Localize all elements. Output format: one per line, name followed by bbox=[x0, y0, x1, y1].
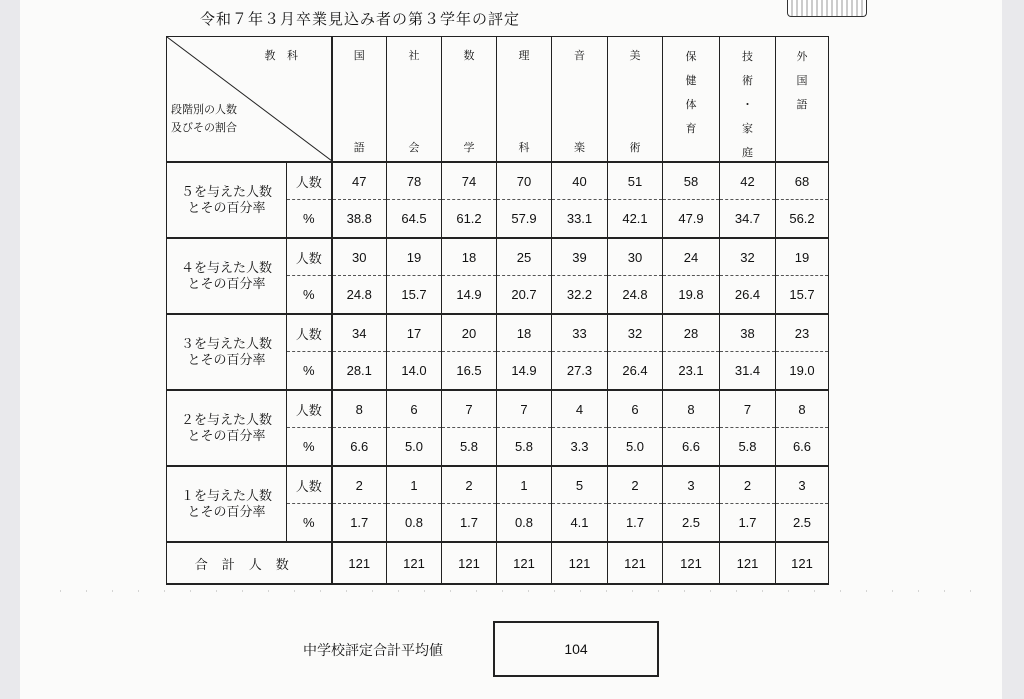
count-cell: 74 bbox=[442, 162, 497, 200]
count-cell: 3 bbox=[776, 466, 829, 504]
grade-label-line1: ５を与えた人数 bbox=[180, 184, 272, 199]
count-cell: 6 bbox=[387, 390, 442, 428]
total-cell: 121 bbox=[552, 542, 608, 584]
count-cell: 23 bbox=[776, 314, 829, 352]
count-cell: 8 bbox=[332, 390, 387, 428]
subject-char: 体 bbox=[685, 98, 697, 111]
subject-char-bottom: 学 bbox=[463, 141, 475, 154]
percent-cell: 23.1 bbox=[663, 352, 720, 391]
document-title: 令和７年３月卒業見込み者の第３学年の評定 bbox=[200, 10, 521, 28]
total-cell: 121 bbox=[332, 542, 387, 584]
subject-char-top: 美 bbox=[629, 49, 641, 62]
grade-count-row bbox=[167, 390, 829, 428]
count-cell: 30 bbox=[332, 238, 387, 276]
subject-label-wrap bbox=[333, 37, 387, 161]
count-cell: 17 bbox=[387, 314, 442, 352]
count-type-label: 人数 bbox=[287, 238, 332, 276]
subject-char: 外 bbox=[796, 50, 808, 63]
total-cell: 121 bbox=[663, 542, 720, 584]
count-cell: 18 bbox=[442, 238, 497, 276]
subject-vertical-label bbox=[663, 45, 719, 141]
count-cell: 7 bbox=[442, 390, 497, 428]
subject-label-wrap bbox=[776, 37, 828, 161]
percent-cell: 64.5 bbox=[387, 200, 442, 239]
grade-label-line1: １を与えた人数 bbox=[180, 488, 272, 503]
corner-header-cell bbox=[167, 37, 332, 163]
grade-label bbox=[167, 466, 287, 542]
percent-cell: 24.8 bbox=[608, 276, 663, 315]
subject-header-5 bbox=[608, 37, 663, 163]
percent-cell: 27.3 bbox=[552, 352, 608, 391]
average-label: 中学校評定合計平均値 bbox=[303, 643, 443, 659]
corner-stage-line1: 段階別の人数 bbox=[171, 103, 237, 116]
average-value-box bbox=[493, 621, 659, 677]
subject-label-wrap bbox=[442, 37, 496, 161]
subject-char: 国 bbox=[796, 74, 808, 87]
grade-label-line1: ３を与えた人数 bbox=[180, 336, 272, 351]
grade-count-row bbox=[167, 162, 829, 200]
subject-header-2 bbox=[442, 37, 497, 163]
total-cell: 121 bbox=[387, 542, 442, 584]
count-cell: 25 bbox=[497, 238, 552, 276]
percent-type-label: % bbox=[287, 504, 332, 543]
grade-label bbox=[167, 314, 287, 390]
percent-type-label: % bbox=[287, 428, 332, 467]
dotted-guide bbox=[60, 590, 980, 592]
count-cell: 38 bbox=[720, 314, 776, 352]
percent-cell: 14.9 bbox=[442, 276, 497, 315]
subject-label-wrap bbox=[663, 37, 719, 161]
subject-char-top: 音 bbox=[574, 49, 585, 62]
count-cell: 1 bbox=[497, 466, 552, 504]
percent-cell: 26.4 bbox=[608, 352, 663, 391]
total-cell: 121 bbox=[720, 542, 776, 584]
total-cell: 121 bbox=[776, 542, 829, 584]
percent-cell: 2.5 bbox=[776, 504, 829, 543]
corner-subject-label: 教 科 bbox=[264, 49, 302, 62]
percent-cell: 1.7 bbox=[720, 504, 776, 543]
count-cell: 40 bbox=[552, 162, 608, 200]
subject-char-top: 理 bbox=[518, 49, 530, 62]
percent-cell: 6.6 bbox=[332, 428, 387, 467]
count-cell: 51 bbox=[608, 162, 663, 200]
count-cell: 34 bbox=[332, 314, 387, 352]
subject-header-1 bbox=[387, 37, 442, 163]
subject-char: 庭 bbox=[742, 146, 753, 159]
subject-char-top: 社 bbox=[408, 49, 420, 62]
subject-header-row bbox=[167, 37, 829, 163]
total-row bbox=[167, 542, 829, 584]
percent-type-label: % bbox=[287, 200, 332, 239]
total-cell: 121 bbox=[497, 542, 552, 584]
subject-char-bottom: 語 bbox=[353, 141, 365, 154]
count-cell: 2 bbox=[442, 466, 497, 504]
percent-cell: 2.5 bbox=[663, 504, 720, 543]
percent-cell: 5.8 bbox=[497, 428, 552, 467]
percent-cell: 20.7 bbox=[497, 276, 552, 315]
diagonal-line bbox=[167, 37, 332, 161]
percent-cell: 47.9 bbox=[663, 200, 720, 239]
percent-cell: 19.0 bbox=[776, 352, 829, 391]
subject-char: 保 bbox=[685, 50, 697, 63]
subject-header-4 bbox=[552, 37, 608, 163]
count-cell: 32 bbox=[720, 238, 776, 276]
subject-label-wrap bbox=[387, 37, 441, 161]
count-cell: 4 bbox=[552, 390, 608, 428]
subject-char-bottom: 術 bbox=[629, 141, 641, 154]
percent-cell: 6.6 bbox=[663, 428, 720, 467]
percent-cell: 19.8 bbox=[663, 276, 720, 315]
percent-cell: 32.2 bbox=[552, 276, 608, 315]
count-type-label: 人数 bbox=[287, 390, 332, 428]
percent-cell: 14.9 bbox=[497, 352, 552, 391]
total-cell: 121 bbox=[608, 542, 663, 584]
subject-char: 健 bbox=[685, 74, 697, 87]
subject-char-top: 国 bbox=[353, 49, 365, 62]
percent-cell: 15.7 bbox=[387, 276, 442, 315]
percent-cell: 1.7 bbox=[332, 504, 387, 543]
count-cell: 78 bbox=[387, 162, 442, 200]
count-cell: 1 bbox=[387, 466, 442, 504]
corner-stage-label bbox=[171, 101, 237, 137]
count-type-label: 人数 bbox=[287, 314, 332, 352]
count-cell: 19 bbox=[776, 238, 829, 276]
grade-label-line2: とその百分率 bbox=[187, 276, 266, 291]
percent-cell: 4.1 bbox=[552, 504, 608, 543]
count-cell: 2 bbox=[608, 466, 663, 504]
count-cell: 5 bbox=[552, 466, 608, 504]
grade-label-line2: とその百分率 bbox=[187, 352, 266, 367]
percent-cell: 0.8 bbox=[387, 504, 442, 543]
subject-header-7 bbox=[720, 37, 776, 163]
percent-cell: 5.8 bbox=[442, 428, 497, 467]
grade-label-line1: ２を与えた人数 bbox=[180, 412, 272, 427]
grade-label-line2: とその百分率 bbox=[187, 504, 266, 519]
subject-header-3 bbox=[497, 37, 552, 163]
subject-char: 技 bbox=[742, 50, 753, 63]
subject-char: 語 bbox=[796, 98, 808, 111]
count-cell: 6 bbox=[608, 390, 663, 428]
percent-cell: 6.6 bbox=[776, 428, 829, 467]
grade-count-row bbox=[167, 238, 829, 276]
count-type-label: 人数 bbox=[287, 162, 332, 200]
percent-cell: 1.7 bbox=[608, 504, 663, 543]
subject-char: 家 bbox=[742, 122, 753, 135]
corner-stage-line2: 及びその割合 bbox=[171, 121, 237, 134]
count-cell: 39 bbox=[552, 238, 608, 276]
subject-char: ・ bbox=[742, 98, 753, 111]
subject-vertical-label bbox=[720, 45, 775, 165]
count-cell: 58 bbox=[663, 162, 720, 200]
percent-cell: 34.7 bbox=[720, 200, 776, 239]
grades-table bbox=[166, 36, 829, 585]
count-cell: 7 bbox=[497, 390, 552, 428]
total-label: 合計人数 bbox=[167, 542, 332, 584]
subject-header-0 bbox=[332, 37, 387, 163]
subject-char: 術 bbox=[742, 74, 753, 87]
subject-char-top: 数 bbox=[463, 49, 475, 62]
percent-cell: 0.8 bbox=[497, 504, 552, 543]
grade-count-row bbox=[167, 314, 829, 352]
count-cell: 20 bbox=[442, 314, 497, 352]
percent-cell: 5.0 bbox=[387, 428, 442, 467]
percent-cell: 57.9 bbox=[497, 200, 552, 239]
count-cell: 7 bbox=[720, 390, 776, 428]
count-cell: 32 bbox=[608, 314, 663, 352]
percent-cell: 56.2 bbox=[776, 200, 829, 239]
percent-cell: 42.1 bbox=[608, 200, 663, 239]
count-cell: 42 bbox=[720, 162, 776, 200]
count-cell: 70 bbox=[497, 162, 552, 200]
count-cell: 18 bbox=[497, 314, 552, 352]
percent-cell: 24.8 bbox=[332, 276, 387, 315]
percent-cell: 31.4 bbox=[720, 352, 776, 391]
percent-cell: 16.5 bbox=[442, 352, 497, 391]
percent-cell: 5.8 bbox=[720, 428, 776, 467]
grade-label bbox=[167, 390, 287, 466]
count-cell: 28 bbox=[663, 314, 720, 352]
count-cell: 33 bbox=[552, 314, 608, 352]
grade-label-line2: とその百分率 bbox=[187, 428, 266, 443]
percent-cell: 5.0 bbox=[608, 428, 663, 467]
count-cell: 2 bbox=[720, 466, 776, 504]
percent-cell: 3.3 bbox=[552, 428, 608, 467]
count-cell: 68 bbox=[776, 162, 829, 200]
subject-label-wrap bbox=[497, 37, 551, 161]
subject-char-bottom: 会 bbox=[408, 141, 420, 154]
count-cell: 24 bbox=[663, 238, 720, 276]
count-cell: 8 bbox=[776, 390, 829, 428]
subject-label-wrap bbox=[608, 37, 662, 161]
grade-count-row bbox=[167, 466, 829, 504]
grade-label bbox=[167, 238, 287, 314]
percent-type-label: % bbox=[287, 352, 332, 391]
count-cell: 2 bbox=[332, 466, 387, 504]
stamp-mark bbox=[787, 0, 867, 17]
count-cell: 8 bbox=[663, 390, 720, 428]
percent-cell: 38.8 bbox=[332, 200, 387, 239]
average-value: 104 bbox=[564, 641, 588, 657]
percent-type-label: % bbox=[287, 276, 332, 315]
subject-char-bottom: 科 bbox=[518, 141, 530, 154]
count-cell: 30 bbox=[608, 238, 663, 276]
percent-cell: 26.4 bbox=[720, 276, 776, 315]
percent-cell: 14.0 bbox=[387, 352, 442, 391]
grade-label-line2: とその百分率 bbox=[187, 200, 266, 215]
subject-vertical-label bbox=[776, 45, 828, 117]
subject-header-8 bbox=[776, 37, 829, 163]
subject-header-6 bbox=[663, 37, 720, 163]
total-cell: 121 bbox=[442, 542, 497, 584]
count-cell: 47 bbox=[332, 162, 387, 200]
percent-cell: 1.7 bbox=[442, 504, 497, 543]
subject-label-wrap bbox=[552, 37, 607, 161]
percent-cell: 28.1 bbox=[332, 352, 387, 391]
subject-label-wrap bbox=[720, 37, 775, 161]
subject-char-bottom: 楽 bbox=[574, 141, 585, 154]
grade-label-line1: ４を与えた人数 bbox=[180, 260, 272, 275]
count-cell: 3 bbox=[663, 466, 720, 504]
subject-char: 育 bbox=[685, 122, 697, 135]
count-type-label: 人数 bbox=[287, 466, 332, 504]
percent-cell: 15.7 bbox=[776, 276, 829, 315]
percent-cell: 61.2 bbox=[442, 200, 497, 239]
percent-cell: 33.1 bbox=[552, 200, 608, 239]
count-cell: 19 bbox=[387, 238, 442, 276]
grade-label bbox=[167, 162, 287, 238]
